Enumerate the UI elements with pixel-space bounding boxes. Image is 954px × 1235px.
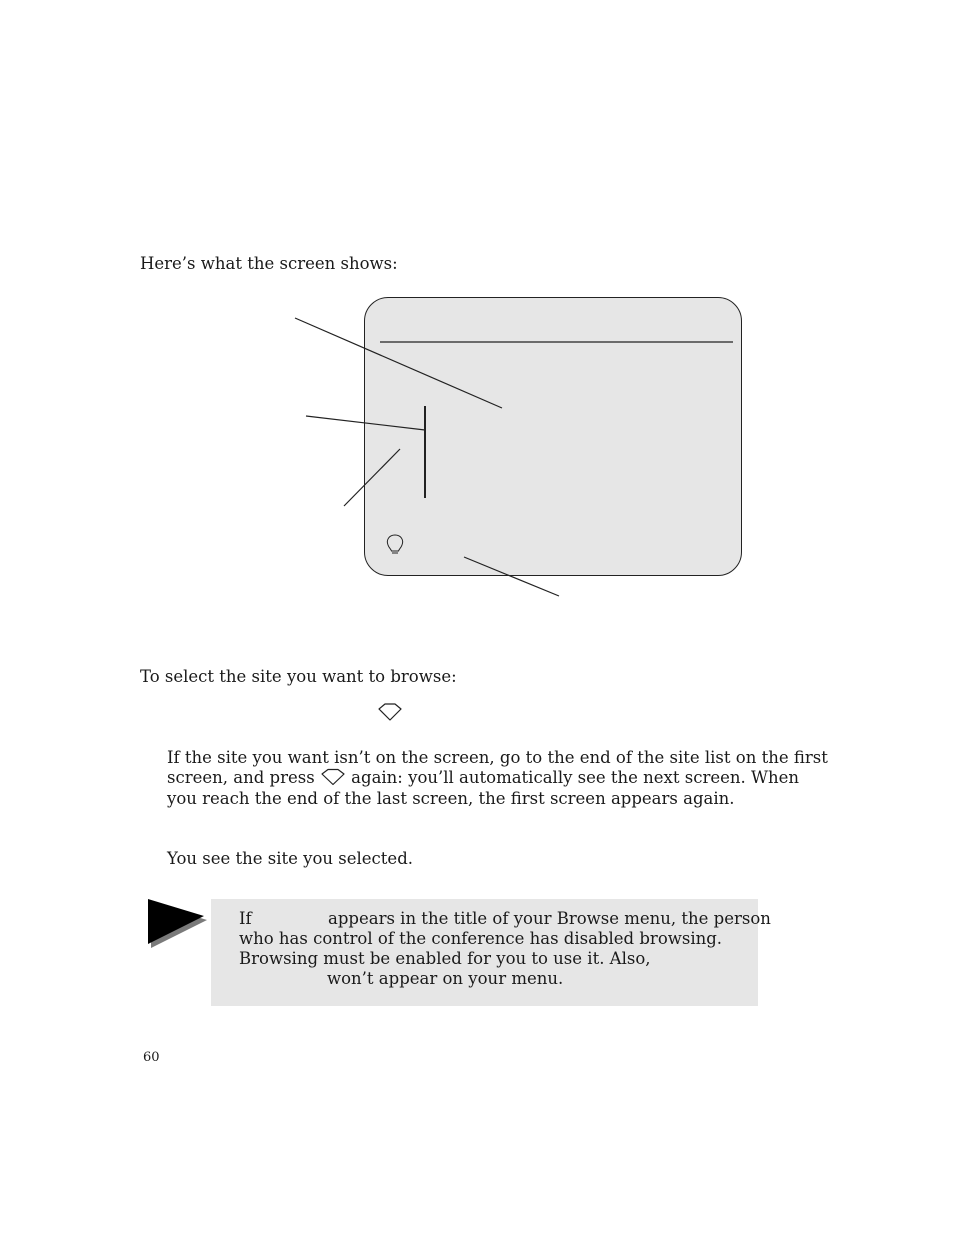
tip-line-3: you reach the end of the last screen, the first screen appears again. [167, 789, 735, 808]
note-line-3: Browsing must be enabled for you to use it. Also, [239, 949, 651, 968]
note-line-1-rest: appears in the title of your Browse menu, the person [328, 909, 771, 928]
note-arrow-icon [144, 893, 212, 953]
note-line-4: won’t appear on your menu. [327, 969, 564, 988]
tip-line-2-prefix: screen, and press [167, 768, 315, 787]
select-intro-text: To select the site you want to browse: [140, 667, 457, 686]
tip-line-2-rest: again: you’ll automatically see the next screen. When [351, 768, 799, 787]
tip-line-2 [167, 768, 799, 789]
tip-line-1: If the site you want isn’t on the screen, go to the end of the site list on the first [167, 748, 828, 767]
down-arrow-key-icon [320, 768, 346, 786]
result-text: You see the site you selected. [167, 849, 414, 868]
page-number: 60 [143, 1050, 160, 1065]
screen-diagram-panel [364, 297, 742, 576]
down-arrow-key-icon [377, 702, 403, 722]
screen-caption: Here’s what the screen shows: [140, 254, 398, 273]
note-line-1-prefix: If [239, 909, 252, 928]
note-line-2: who has control of the conference has disabled browsing. [239, 929, 723, 948]
